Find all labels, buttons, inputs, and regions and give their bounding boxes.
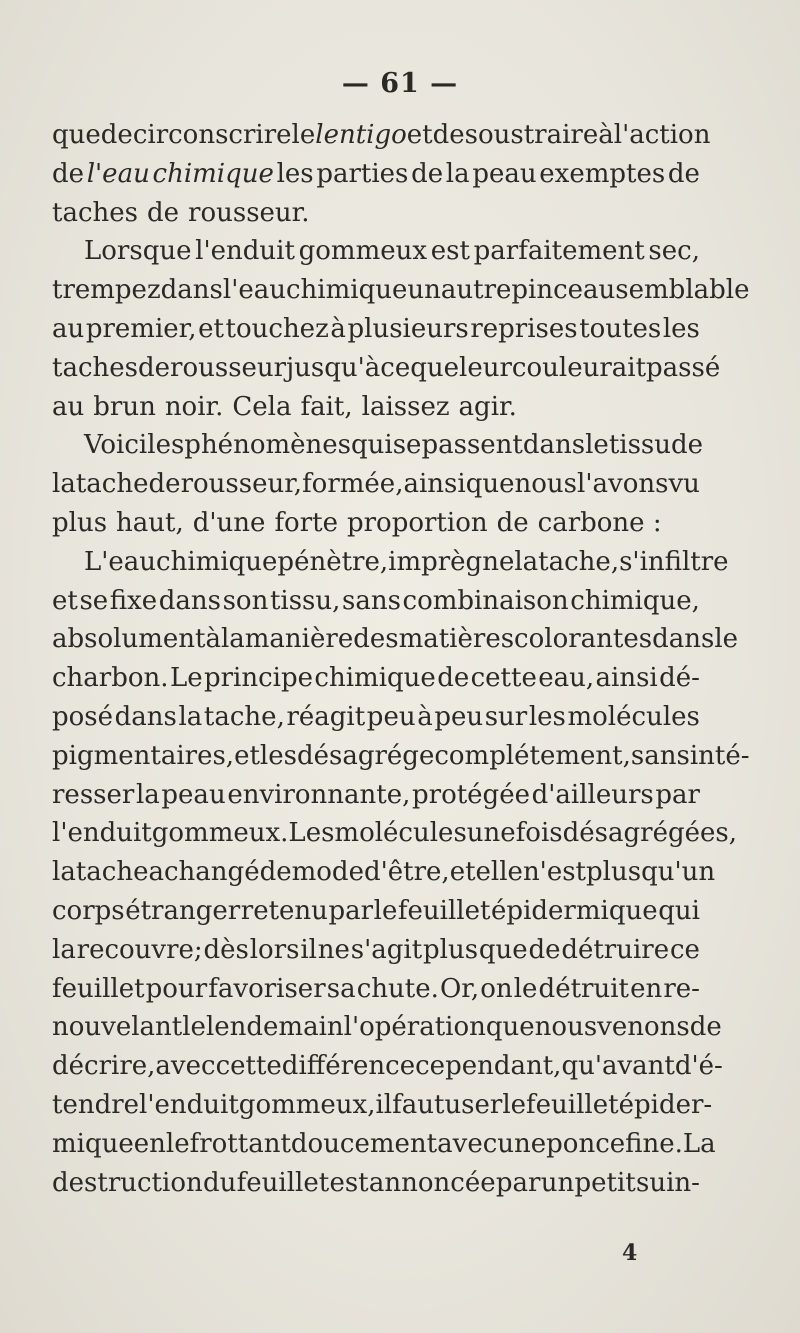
word: tache,	[538, 546, 620, 577]
word: cette	[470, 663, 537, 694]
word: au	[52, 313, 85, 344]
text-line	[52, 504, 700, 543]
italic-word: lentigo	[315, 120, 407, 150]
word: que	[465, 469, 515, 500]
text-line	[52, 194, 700, 233]
word: agir.	[458, 391, 517, 422]
word: absolument	[52, 624, 206, 655]
word: sa	[326, 973, 356, 1004]
word: taches	[52, 197, 138, 228]
word: que	[485, 1012, 535, 1043]
word: autre	[440, 275, 512, 306]
word: exemptes	[539, 158, 666, 189]
word: passent	[421, 430, 523, 461]
word: Or,	[439, 973, 480, 1004]
word: les	[259, 740, 297, 771]
word: a	[148, 857, 164, 888]
word: semblable	[615, 275, 750, 306]
text-line	[52, 116, 711, 155]
word: fois	[515, 818, 563, 849]
word: il	[375, 1089, 393, 1120]
word: s'agit	[350, 934, 423, 965]
word: par	[655, 779, 700, 810]
text-line	[52, 155, 700, 194]
word: haut,	[116, 507, 184, 538]
word: d'être,	[363, 857, 450, 888]
signature-mark: 4	[622, 1240, 638, 1266]
word: toutes	[579, 313, 662, 344]
word: un	[407, 275, 441, 306]
word: différence	[281, 1051, 416, 1082]
word: tache	[75, 469, 149, 500]
word: mode	[291, 857, 364, 888]
word: la	[178, 701, 203, 732]
word: chimique,	[570, 585, 700, 616]
word: feuillet	[236, 1167, 330, 1198]
word: l'opération	[343, 1012, 486, 1043]
word: et	[198, 313, 224, 344]
word: suin-	[636, 1167, 700, 1198]
word: peu	[366, 701, 416, 732]
word: le	[585, 430, 609, 461]
word: à	[205, 624, 221, 655]
word: vu	[668, 469, 700, 500]
word: annoncée	[368, 1167, 496, 1198]
word: de	[432, 120, 465, 150]
word: pour	[145, 973, 208, 1004]
text-line	[52, 776, 700, 815]
italic-word: l'eau	[86, 158, 150, 189]
word: leur	[459, 352, 512, 383]
text-line	[52, 814, 737, 853]
word: étranger	[125, 895, 241, 926]
word: au	[52, 391, 85, 422]
text-line	[52, 892, 700, 931]
word: protégée	[412, 779, 530, 810]
text-line	[52, 1125, 716, 1164]
text-line	[52, 465, 700, 504]
word: user	[444, 1089, 503, 1120]
text-line	[52, 931, 700, 970]
word: charbon.	[52, 663, 169, 694]
word: est	[329, 1167, 369, 1198]
word: la	[220, 624, 245, 655]
word: le	[373, 895, 398, 926]
text-line	[52, 388, 700, 427]
word: détruire	[561, 934, 670, 965]
word: ainsi	[595, 663, 658, 694]
word: avec	[155, 1051, 216, 1082]
word: et	[234, 740, 260, 771]
word: cependant,	[415, 1051, 562, 1082]
word: changé	[164, 857, 260, 888]
word: taches	[52, 352, 138, 383]
word: pigmentaires,	[52, 740, 235, 771]
word: la	[514, 546, 539, 577]
word: gommeux.	[151, 818, 289, 849]
word: proportion	[346, 507, 488, 538]
word: reprises	[470, 313, 578, 344]
word: se	[392, 430, 422, 461]
word: les	[528, 701, 566, 732]
word: l'avons	[577, 469, 669, 500]
word: parties	[316, 158, 409, 189]
word: le	[513, 973, 538, 1004]
word: le	[502, 1089, 527, 1120]
word: que	[478, 934, 528, 965]
word: soustraire	[464, 120, 599, 150]
word: ainsi	[403, 469, 466, 500]
word: chimique	[286, 275, 408, 306]
word: le	[165, 1128, 190, 1159]
word: avec	[437, 1128, 498, 1159]
word: par	[328, 895, 374, 926]
word: les	[276, 158, 314, 189]
text-line	[52, 310, 700, 349]
word: molécules	[567, 701, 700, 732]
word: plus	[52, 507, 108, 538]
word: fixe	[109, 585, 158, 616]
word: manière	[244, 624, 354, 655]
word: d'une	[192, 507, 266, 538]
word: de	[259, 857, 292, 888]
word: sur	[484, 701, 528, 732]
word: un	[540, 1167, 575, 1198]
word: feuillet	[397, 895, 491, 926]
word: Cela	[232, 391, 292, 422]
word: molécules	[334, 818, 467, 849]
word: dans	[160, 275, 223, 306]
word: l'enduit	[139, 1089, 239, 1120]
word: tache,	[203, 701, 285, 732]
word: mique	[52, 1128, 134, 1159]
word: de	[671, 430, 704, 461]
word: La	[682, 1128, 716, 1159]
word: et	[406, 120, 433, 150]
word: chimique	[314, 663, 436, 694]
word: désagrégées,	[562, 818, 737, 849]
text-line	[52, 543, 729, 582]
word: la	[445, 158, 470, 189]
word: corps	[52, 895, 125, 926]
word: décrire,	[52, 1051, 156, 1082]
word: ce	[669, 934, 700, 965]
word: peu	[434, 701, 484, 732]
word: lendemain	[205, 1012, 344, 1043]
word: recouvre;	[76, 934, 203, 965]
text-line	[52, 349, 721, 388]
word: en	[133, 1128, 166, 1159]
text-line	[52, 426, 704, 465]
word: retenu	[240, 895, 328, 926]
text-line	[52, 232, 700, 271]
word: la	[135, 779, 160, 810]
word: le	[182, 1012, 206, 1043]
text-line	[52, 582, 700, 621]
word: resser	[52, 779, 135, 810]
word: la	[52, 934, 76, 965]
word: posé	[52, 701, 114, 732]
word: fait,	[300, 391, 353, 422]
word: lors	[249, 934, 300, 965]
word: que	[410, 352, 460, 383]
word: la	[52, 469, 76, 500]
word: qu'avant	[561, 1051, 675, 1082]
word: chimique	[156, 546, 278, 577]
word: Les	[288, 818, 335, 849]
word: de	[411, 158, 444, 189]
word: et	[52, 585, 78, 616]
word: Voici	[84, 430, 148, 461]
word: et	[449, 857, 476, 888]
word: à	[330, 313, 346, 344]
word: frottant	[189, 1128, 291, 1159]
word: faut	[392, 1089, 445, 1120]
word: peau	[161, 779, 226, 810]
word: favoriser	[208, 973, 326, 1004]
word: on	[480, 973, 513, 1004]
word: tendre	[52, 1089, 140, 1120]
word: les	[147, 430, 185, 461]
word: ait	[611, 352, 647, 383]
word: elle	[475, 857, 523, 888]
body-text	[52, 116, 750, 1202]
word: nous	[514, 469, 578, 500]
word: touchez	[225, 313, 329, 344]
word: son	[222, 585, 269, 616]
word: s'infiltre	[619, 546, 729, 577]
text-line	[52, 737, 750, 776]
word: plus	[422, 934, 479, 965]
word: la	[52, 857, 76, 888]
word: l'enduit	[52, 818, 152, 849]
word: dans	[652, 624, 715, 655]
word: il	[300, 934, 317, 965]
text-line	[52, 853, 716, 892]
word: colorantes	[514, 624, 653, 655]
word: forte	[274, 507, 338, 538]
word: fine.	[625, 1128, 683, 1159]
word: n'est	[522, 857, 587, 888]
word: plus	[586, 857, 642, 888]
word: de	[528, 934, 561, 965]
word: brun	[93, 391, 156, 422]
word: L'eau	[84, 546, 157, 577]
word: d'é-	[674, 1051, 723, 1082]
text-line	[52, 620, 739, 659]
word: l'eau	[222, 275, 286, 306]
word: ce	[380, 352, 411, 383]
word: une	[497, 1128, 547, 1159]
word: peau	[472, 158, 537, 189]
word: pénètre,	[277, 546, 389, 577]
word: nouvelant	[52, 1012, 183, 1043]
word: carbone :	[537, 507, 662, 538]
word: pinceau	[511, 275, 616, 306]
word: détruit	[538, 973, 629, 1004]
word: réagit	[286, 701, 366, 732]
word: cette	[215, 1051, 282, 1082]
word: sec,	[648, 236, 700, 267]
word: petit	[574, 1167, 636, 1198]
word: laissez	[361, 391, 450, 422]
word: rousseur	[170, 352, 287, 383]
word: de	[138, 352, 171, 383]
word: dans	[522, 430, 586, 461]
word: parfaitement	[473, 236, 645, 267]
word: formée,	[302, 469, 404, 500]
word: feuillet	[526, 1089, 619, 1120]
italic-word: chimique	[152, 158, 274, 189]
word: tissu,	[269, 585, 341, 616]
word: désagrége	[296, 740, 435, 771]
word: passé	[646, 352, 721, 383]
word: qui	[351, 430, 393, 461]
word: du	[202, 1167, 237, 1198]
word: gommeux	[298, 236, 428, 267]
word: de	[52, 158, 85, 189]
word: feuillet	[52, 973, 145, 1004]
word: complétement,	[434, 740, 631, 771]
word: de	[437, 663, 470, 694]
word: destruction	[52, 1167, 203, 1198]
word: gommeux,	[238, 1089, 376, 1120]
word: principe	[203, 663, 314, 694]
word: l'enduit	[195, 236, 295, 267]
word: ne	[317, 934, 350, 965]
word: tissu	[608, 430, 672, 461]
word: ponce	[546, 1128, 626, 1159]
word: épider-	[618, 1089, 713, 1120]
word: Lorsque	[84, 236, 192, 267]
word: se	[79, 585, 109, 616]
word: de	[100, 120, 133, 150]
word: d'ailleurs	[531, 779, 654, 810]
word: matières	[398, 624, 515, 655]
word: des	[353, 624, 399, 655]
word: est	[430, 236, 470, 267]
word: tache	[75, 857, 149, 888]
word: noir.	[164, 391, 224, 422]
word: dans	[158, 585, 221, 616]
word: circonscrire	[132, 120, 292, 150]
word: par	[495, 1167, 541, 1198]
word: rousseur.	[188, 197, 310, 228]
word: de	[496, 507, 529, 538]
word: sans	[342, 585, 401, 616]
page-number: — 61 —	[341, 68, 459, 99]
word: de	[148, 469, 181, 500]
word: à	[598, 120, 614, 150]
word: que	[52, 120, 101, 150]
word: qui	[658, 895, 700, 926]
word: dé-	[659, 663, 700, 694]
word: qu'un	[641, 857, 716, 888]
word: épidermique	[491, 895, 658, 926]
word: de	[147, 197, 180, 228]
text-line	[52, 271, 750, 310]
word: inté-	[689, 740, 750, 771]
text-line	[52, 659, 700, 698]
word: environnante,	[227, 779, 411, 810]
word: rousseur,	[180, 469, 303, 500]
word: re-	[663, 973, 700, 1004]
text-line	[52, 970, 700, 1009]
word: phénomènes	[184, 430, 351, 461]
word: une	[466, 818, 516, 849]
word: les	[662, 313, 700, 344]
word: dans	[114, 701, 177, 732]
word: eau,	[538, 663, 595, 694]
word: sans	[630, 740, 690, 771]
word: le	[714, 624, 739, 655]
word: venons	[597, 1012, 690, 1043]
word: premier,	[85, 313, 197, 344]
text-line	[52, 1047, 723, 1086]
word: le	[291, 120, 316, 150]
word: combinaison	[402, 585, 569, 616]
word: de	[667, 158, 700, 189]
text-line	[52, 1008, 722, 1047]
word: en	[630, 973, 663, 1004]
word: dès	[203, 934, 249, 965]
word: trempez	[52, 275, 161, 306]
word: à	[417, 701, 433, 732]
word: Le	[169, 663, 203, 694]
word: plusieurs	[347, 313, 469, 344]
word: doucement	[290, 1128, 438, 1159]
word: chute.	[356, 973, 439, 1004]
text-line	[52, 698, 700, 737]
text-line	[52, 1164, 700, 1203]
word: imprègne	[388, 546, 515, 577]
word: l'action	[613, 120, 711, 150]
word: nous	[534, 1012, 598, 1043]
text-line	[52, 1086, 713, 1125]
word: de	[689, 1012, 722, 1043]
word: couleur	[511, 352, 612, 383]
word: jusqu'à	[286, 352, 381, 383]
